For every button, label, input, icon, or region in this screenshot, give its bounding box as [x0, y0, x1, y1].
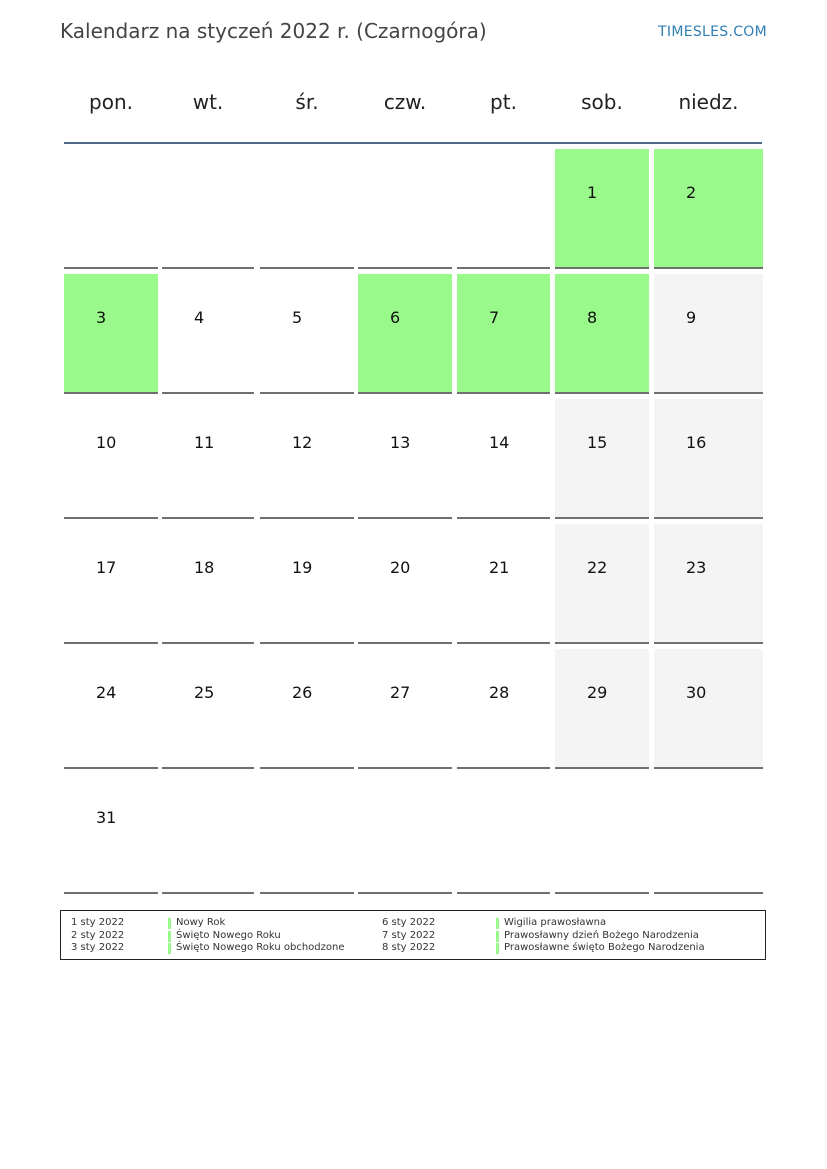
day-cell[interactable]	[358, 274, 452, 394]
legend-holiday-name: Prawosławne święto Bożego Narodzenia	[504, 942, 705, 953]
day-number: 30	[686, 683, 707, 702]
day-cell[interactable]	[654, 399, 763, 519]
day-number: 19	[292, 558, 313, 577]
legend-color-marker	[496, 931, 499, 942]
day-number: 8	[587, 308, 598, 327]
empty-cell	[260, 149, 354, 269]
empty-cell	[457, 149, 550, 269]
weekday-label: pon.	[89, 90, 133, 114]
day-cell[interactable]	[555, 399, 649, 519]
legend-holiday-name: Wigilia prawosławna	[504, 917, 607, 928]
day-cell[interactable]	[162, 274, 254, 394]
day-number: 31	[96, 808, 117, 827]
day-number: 28	[489, 683, 510, 702]
day-number: 17	[96, 558, 117, 577]
empty-cell	[555, 774, 649, 894]
day-number: 2	[686, 183, 697, 202]
day-number: 22	[587, 558, 608, 577]
day-number: 25	[194, 683, 215, 702]
weekday-label: niedz.	[678, 90, 739, 114]
empty-cell	[162, 774, 254, 894]
legend-color-marker	[496, 943, 499, 954]
day-cell[interactable]	[457, 524, 550, 644]
empty-cell	[654, 774, 763, 894]
legend-date: 1 sty 2022	[71, 917, 125, 928]
day-cell[interactable]	[555, 649, 649, 769]
legend-holiday-name: Nowy Rok	[176, 917, 226, 928]
day-cell[interactable]	[654, 149, 763, 269]
legend-color-marker	[168, 918, 171, 929]
day-number: 12	[292, 433, 313, 452]
day-number: 9	[686, 308, 697, 327]
page-title: Kalendarz na styczeń 2022 r. (Czarnogóra)	[60, 19, 487, 43]
empty-cell	[64, 149, 158, 269]
day-cell[interactable]	[555, 149, 649, 269]
brand-link[interactable]: TIMESLES.COM	[658, 24, 767, 40]
day-cell[interactable]	[64, 274, 158, 394]
legend-date: 2 sty 2022	[71, 929, 125, 941]
day-number: 11	[194, 433, 215, 452]
weekday-label: śr.	[295, 90, 319, 114]
holiday-legend	[60, 910, 766, 960]
legend-color-marker	[168, 931, 171, 942]
day-cell[interactable]	[358, 649, 452, 769]
day-number: 23	[686, 558, 707, 577]
day-number: 29	[587, 683, 608, 702]
day-cell[interactable]	[64, 649, 158, 769]
day-number: 4	[194, 308, 205, 327]
day-cell[interactable]	[555, 524, 649, 644]
day-cell[interactable]	[457, 274, 550, 394]
legend-date: 6 sty 2022	[382, 917, 436, 928]
empty-cell	[162, 149, 254, 269]
day-number: 13	[390, 433, 411, 452]
weekday-label: pt.	[490, 90, 517, 114]
empty-cell	[358, 774, 452, 894]
day-number: 16	[686, 433, 707, 452]
day-cell[interactable]	[358, 399, 452, 519]
legend-date: 7 sty 2022	[382, 929, 436, 941]
day-cell[interactable]	[162, 649, 254, 769]
day-cell[interactable]	[654, 274, 763, 394]
day-cell[interactable]	[555, 274, 649, 394]
legend-holiday-name: Prawosławny dzień Bożego Narodzenia	[504, 929, 699, 941]
day-number: 15	[587, 433, 608, 452]
day-number: 24	[96, 683, 117, 702]
day-cell[interactable]	[64, 524, 158, 644]
empty-cell	[260, 774, 354, 894]
day-number: 3	[96, 308, 107, 327]
legend-color-marker	[168, 943, 171, 954]
empty-cell	[358, 149, 452, 269]
day-number: 6	[390, 308, 401, 327]
legend-date: 3 sty 2022	[71, 942, 125, 953]
weekday-label: sob.	[581, 90, 623, 114]
day-cell[interactable]	[64, 774, 158, 894]
day-cell[interactable]	[654, 649, 763, 769]
day-number: 10	[96, 433, 117, 452]
weekday-label: czw.	[383, 90, 427, 114]
day-cell[interactable]	[260, 274, 354, 394]
day-number: 1	[587, 183, 598, 202]
day-cell[interactable]	[260, 524, 354, 644]
day-cell[interactable]	[260, 649, 354, 769]
day-number: 26	[292, 683, 313, 702]
day-number: 20	[390, 558, 411, 577]
day-cell[interactable]	[457, 649, 550, 769]
legend-holiday-name: Święto Nowego Roku obchodzone	[176, 942, 345, 953]
day-number: 5	[292, 308, 303, 327]
legend-holiday-name: Święto Nowego Roku	[176, 929, 281, 941]
day-cell[interactable]	[654, 524, 763, 644]
day-number: 7	[489, 308, 500, 327]
legend-color-marker	[496, 918, 499, 929]
day-cell[interactable]	[162, 524, 254, 644]
day-number: 27	[390, 683, 411, 702]
day-cell[interactable]	[162, 399, 254, 519]
day-number: 14	[489, 433, 510, 452]
day-cell[interactable]	[457, 399, 550, 519]
empty-cell	[457, 774, 550, 894]
day-number: 18	[194, 558, 215, 577]
day-cell[interactable]	[64, 399, 158, 519]
weekday-label: wt.	[192, 90, 224, 114]
day-number: 21	[489, 558, 510, 577]
day-cell[interactable]	[260, 399, 354, 519]
legend-date: 8 sty 2022	[382, 942, 436, 953]
day-cell[interactable]	[358, 524, 452, 644]
